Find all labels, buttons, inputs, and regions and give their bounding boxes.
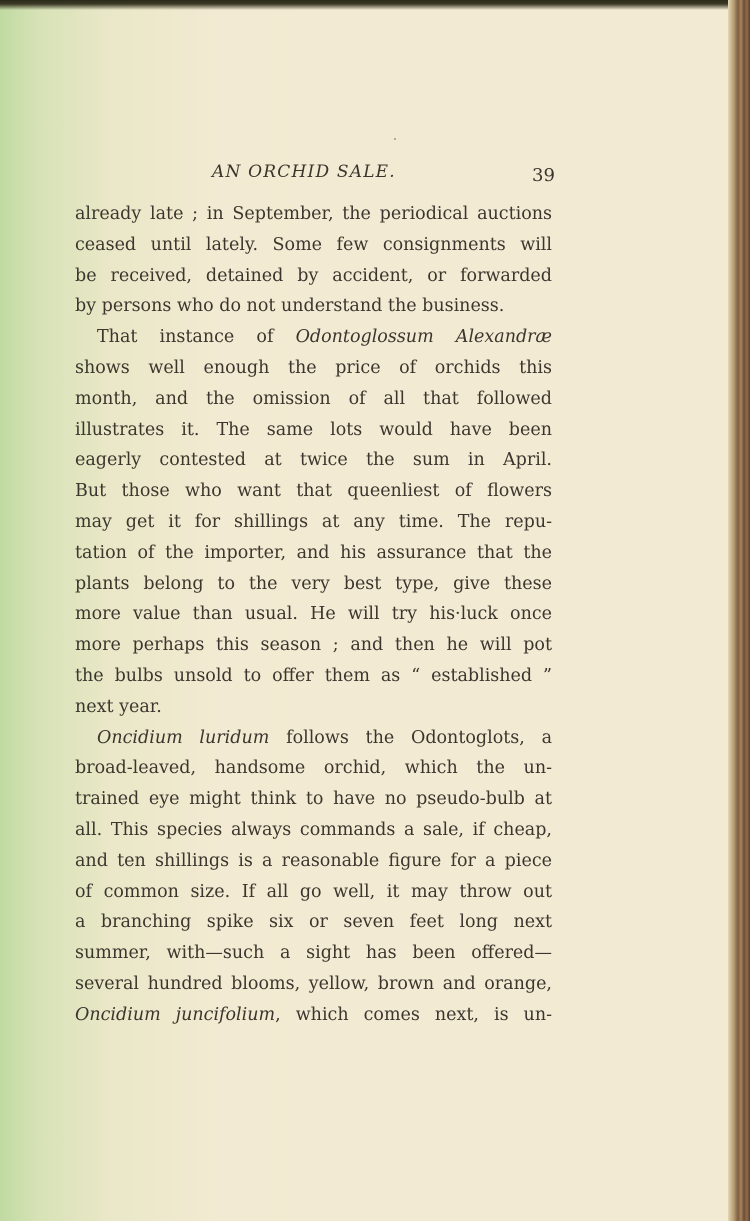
text-line <box>75 445 552 476</box>
page-top-edge <box>0 0 750 10</box>
text-run: all. This species always commands a sale, if cheap, <box>75 819 552 840</box>
italic-text-run: Oncidium juncifolium <box>75 1004 276 1025</box>
text-run: of common size. If all go well, it may throw out <box>75 881 552 902</box>
text-run: next year. <box>75 696 162 717</box>
text-line <box>75 784 552 815</box>
text-run: , which comes next, is un- <box>275 1004 552 1025</box>
text-run: more perhaps this season ; and then he will pot <box>75 635 552 656</box>
text-line <box>75 938 552 969</box>
text-line <box>75 692 552 723</box>
text-run: ceased until lately. Some few consignments will <box>75 234 552 255</box>
text-run: summer, with—such a sight has been offered— <box>75 943 552 964</box>
text-line <box>75 599 552 630</box>
text-line <box>75 815 552 846</box>
text-line <box>75 569 552 600</box>
text-run: tation of the importer, and his assurance that the <box>75 542 552 563</box>
text-run: illustrates it. The same lots would have been <box>75 419 552 440</box>
page-header <box>0 158 750 198</box>
text-line <box>75 969 552 1000</box>
text-run: more value than usual. He will try his·luck once <box>75 604 552 625</box>
text-line <box>75 907 552 938</box>
text-run: eagerly contested at twice the sum in April. <box>75 450 552 471</box>
text-line <box>75 846 552 877</box>
text-line <box>75 877 552 908</box>
text-run: broad-leaved, handsome orchid, which the un- <box>75 758 552 779</box>
italic-text-run: Oncidium luridum <box>97 727 270 748</box>
paper-speck <box>394 138 396 140</box>
text-line <box>75 476 552 507</box>
text-line <box>75 538 552 569</box>
text-run: be received, detained by accident, or forwarded <box>75 265 552 286</box>
text-run: month, and the omission of all that followed <box>75 388 552 409</box>
text-line <box>75 261 552 292</box>
text-run: plants belong to the very best type, give these <box>75 573 552 594</box>
running-title: AN ORCHID SALE. <box>212 162 396 182</box>
text-line <box>75 199 552 230</box>
text-line <box>75 384 552 415</box>
body-text <box>75 199 552 1031</box>
text-run: by persons who do not understand the business. <box>75 296 505 317</box>
page-number: 39 <box>532 165 555 186</box>
text-line <box>75 661 552 692</box>
text-line <box>75 415 552 446</box>
text-line <box>75 507 552 538</box>
text-run: already late ; in September, the periodical auctions <box>75 204 552 224</box>
italic-text-run: Odontoglossum Alexandræ <box>295 327 552 348</box>
text-line <box>75 723 552 754</box>
text-run: shows well enough the price of orchids this <box>75 357 552 378</box>
text-run: may get it for shillings at any time. The repu- <box>75 511 552 532</box>
text-run: a branching spike six or seven feet long next <box>75 912 552 933</box>
text-run: trained eye might think to have no pseudo-bulb at <box>75 789 552 810</box>
text-line <box>75 753 552 784</box>
text-line <box>75 322 552 353</box>
text-line <box>75 353 552 384</box>
text-line <box>75 1000 552 1031</box>
text-run: But those who want that queenliest of flowers <box>75 481 552 502</box>
text-run: the bulbs unsold to offer them as “ established ” <box>75 665 552 686</box>
text-run: That instance of <box>97 327 296 348</box>
text-line <box>75 630 552 661</box>
text-run: several hundred blooms, yellow, brown and orange, <box>75 973 552 994</box>
text-run: and ten shillings is a reasonable figure for a piece <box>75 850 552 871</box>
text-line <box>75 230 552 261</box>
text-line <box>75 291 552 322</box>
text-run: follows the Odontoglots, a <box>269 727 553 748</box>
